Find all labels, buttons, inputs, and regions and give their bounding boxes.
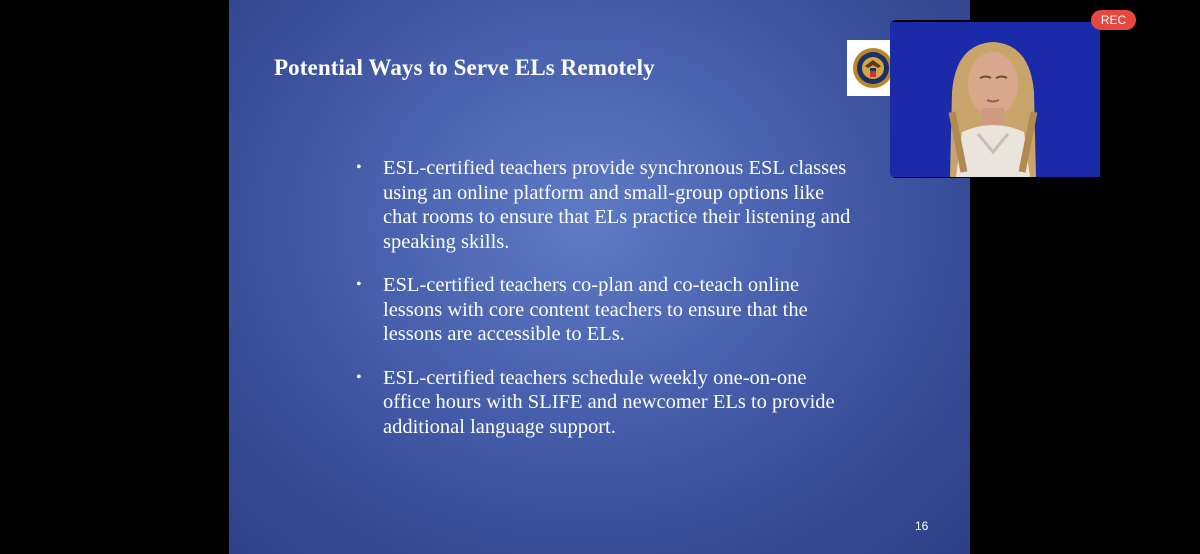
participant-video-tile[interactable] [890, 20, 1110, 178]
bullet-marker: • [356, 276, 362, 293]
recording-badge: REC [1091, 10, 1136, 30]
bullet-item [356, 273, 856, 347]
participant-video-icon [890, 22, 1100, 177]
slide-page-number: 16 [915, 519, 929, 533]
bullet-text: ESL-certified teachers schedule weekly one-on-one office hours with SLIFE and newcomer ELs to provide additional language support. [383, 366, 835, 438]
bullet-text: ESL-certified teachers co-plan and co-teach online lessons with core content teachers to ensure that the lessons are accessible to ELs. [383, 274, 808, 345]
shared-slide [229, 0, 970, 554]
bullet-marker: • [356, 159, 362, 176]
slide-bullet-list [356, 156, 856, 458]
bullet-item [356, 366, 856, 440]
slide-title: Potential Ways to Serve ELs Remotely [274, 55, 655, 80]
bullet-marker: • [356, 368, 362, 386]
bullet-item [356, 156, 856, 254]
bullet-text: ESL-certified teachers provide synchronous ESL classes using an online platform and small-group options like chat rooms to ensure that ELs practice their listening and speaking skills. [383, 157, 851, 253]
